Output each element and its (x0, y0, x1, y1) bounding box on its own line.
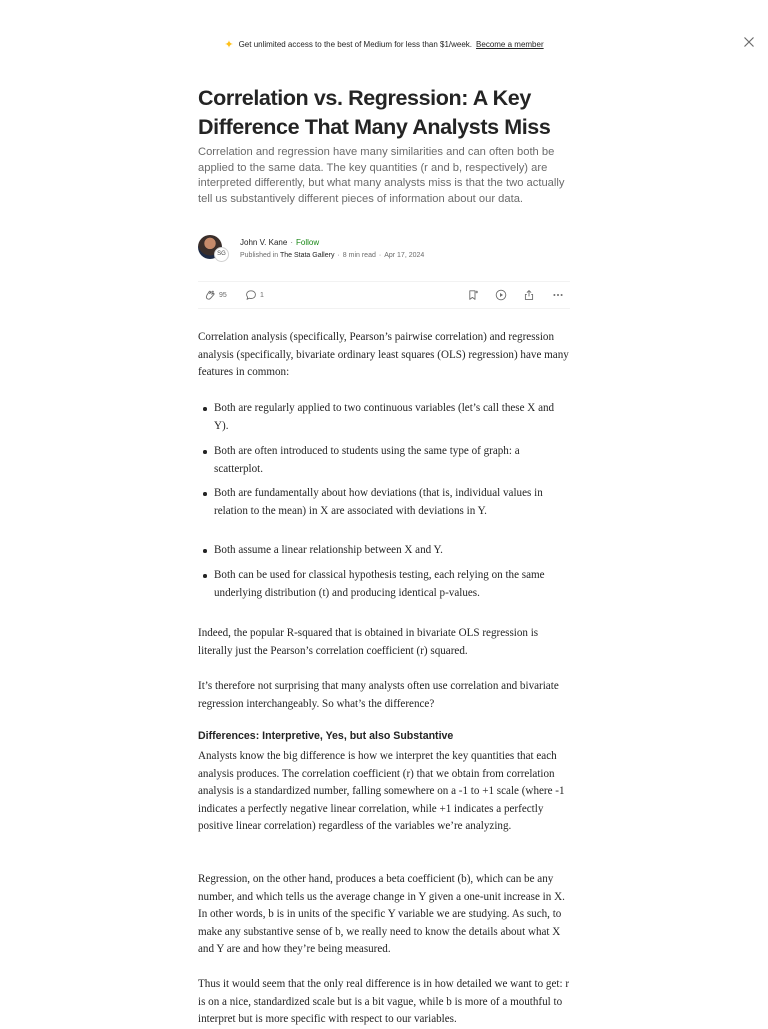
sparkle-icon: ✦ (224, 39, 234, 51)
read-time: 8 min read (342, 252, 376, 259)
publication-avatar[interactable]: SG (214, 247, 229, 262)
paragraph-interchangeable: It’s therefore not surprising that many analysts often use correlation and bivariate regression interchangeably. So what’s the difference? (198, 680, 559, 710)
share-button[interactable] (523, 288, 535, 302)
more-button[interactable] (552, 288, 564, 302)
follow-button[interactable]: Follow (295, 238, 320, 247)
play-circle-icon (495, 289, 507, 301)
list-item: Both can be used for classical hypothesis testing, each relying on the same underlying distribution (t) and producing identical p-values. (214, 567, 570, 602)
publication-name[interactable]: The Stata Gallery (279, 252, 335, 259)
list-item: Both are fundamentally about how deviations (that is, individual values in relation to the mean) in X are associated with deviations in Y. (214, 485, 570, 520)
article-title: Correlation vs. Regression: A Key Difference That Many Analysts Miss (198, 86, 551, 139)
become-member-link[interactable]: Become a member (476, 40, 544, 49)
separator-dot: · (337, 252, 340, 259)
bookmark-button[interactable] (467, 288, 479, 302)
author-line (240, 238, 319, 247)
paragraph-correlation: Analysts know the big difference is how we interpret the key quantities that each analysis produces. The correlation coefficient (r) that we obtain from correlation analysis is a standardized number, falling somewhere on a -1 to +1 scale (where -1 indicates a perfectly negative linear correlation, while +1 indicates a perfectly positive linear correlation) regardless of the variables we’re analyzing. (198, 750, 565, 833)
action-bar (198, 281, 570, 309)
section-heading: Differences: Interpretive, Yes, but also Substantive (198, 730, 454, 742)
paragraph-regression: Regression, on the other hand, produces a beta coefficient (b), which can be any number, and which tells us the average change in Y given a one-unit increase in X. In other words, b is in units of the specific Y variable we are studying. As such, to make any substantive sense of b, we really need to know the details about what X and Y are and how they’re being measured. (198, 873, 565, 956)
author-name[interactable]: John V. Kane (240, 238, 288, 247)
listen-button[interactable] (495, 288, 507, 302)
separator-dot: · (290, 238, 293, 247)
banner-text: Get unlimited access to the best of Medium for less than $1/week. (238, 40, 473, 49)
publish-date: Apr 17, 2024 (384, 252, 425, 259)
more-horizontal-icon (552, 289, 564, 301)
article-subtitle: Correlation and regression have many similarities and can often both be applied to the same data. The key quantities (r and b, respectively) are interpreted differently, but what many analysts miss is that the two actually tell us substantively different pieces of information about our data. (198, 146, 565, 205)
banner-content (0, 38, 768, 51)
share-icon (523, 289, 535, 301)
clap-count: 95 (219, 291, 227, 299)
published-in-label: Published in (240, 252, 279, 259)
bookmark-add-icon (467, 289, 479, 301)
paragraph-intro: Correlation analysis (specifically, Pearson’s pairwise correlation) and regression analysis (specifically, bivariate ordinary least squares (OLS) regression) have many features in common: (198, 331, 569, 379)
separator-dot: · (378, 252, 382, 259)
paragraph-rsquared: Indeed, the popular R-squared that is obtained in bivariate OLS regression is literally just the Pearson’s correlation coefficient (r) squared. (198, 627, 539, 657)
list-item: Both assume a linear relationship between X and Y. (214, 542, 570, 560)
paragraph-conclusion: Thus it would seem that the only real difference is in how detailed we want to get: r is on a nice, standardized scale but is a bit vague, while b is more of a mouthful to interpret but is more specific with respect to our variables. (198, 978, 570, 1026)
author-row (198, 235, 570, 263)
publication-line (240, 252, 424, 259)
list-item: Both are often introduced to students using the same type of graph: a scatterplot. (214, 443, 570, 478)
list-item: Both are regularly applied to two continuous variables (let’s call these X and Y). (214, 400, 570, 435)
close-icon[interactable] (741, 34, 757, 50)
comment-count: 1 (260, 291, 264, 299)
clap-button[interactable] (204, 288, 227, 302)
comment-icon (245, 289, 257, 301)
clap-icon (204, 289, 216, 301)
membership-banner (0, 0, 768, 88)
comment-button[interactable] (245, 288, 264, 302)
